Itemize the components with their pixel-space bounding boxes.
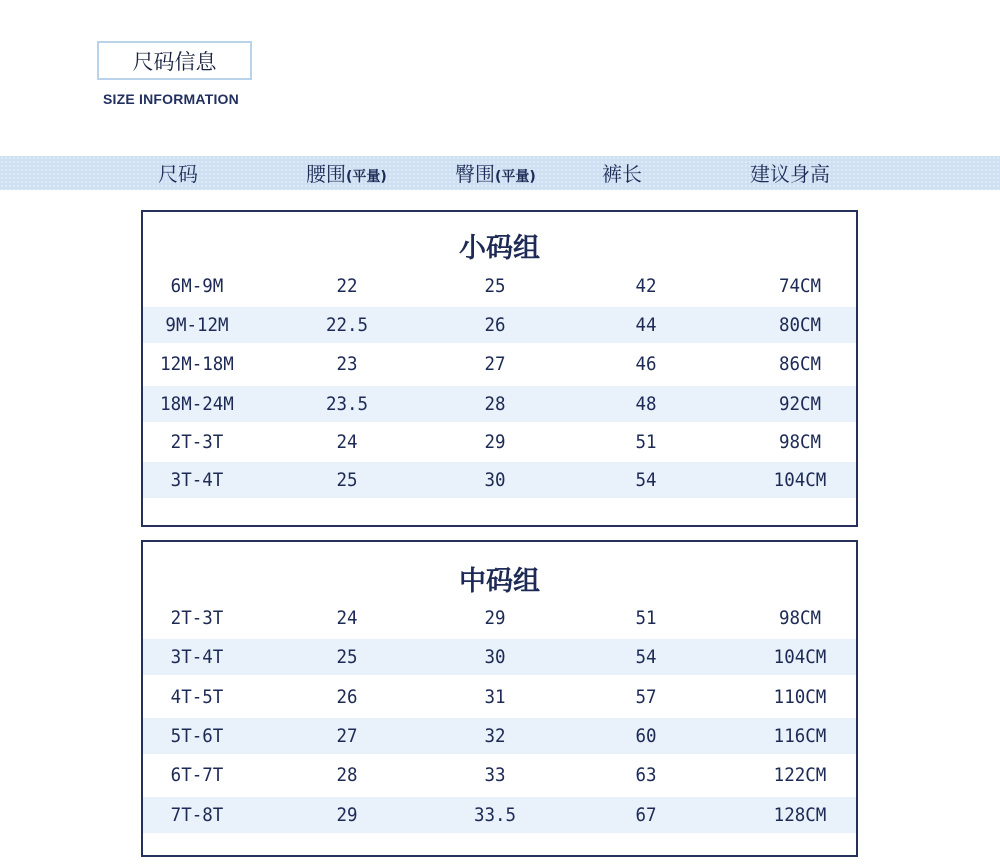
size-cell: 9M-12M <box>165 314 229 336</box>
size-cell: 3T-4T <box>170 469 224 491</box>
size-cell: 18M-24M <box>160 393 234 415</box>
height-cell: 80CM <box>778 314 822 336</box>
table-row <box>143 679 856 715</box>
length-cell: 44 <box>635 314 657 336</box>
hip-cell: 33.5 <box>473 804 517 826</box>
height-cell: 122CM <box>773 764 827 786</box>
length-cell: 54 <box>635 469 657 491</box>
size-info-subtitle: SIZE INFORMATION <box>103 91 239 107</box>
table-row <box>143 600 856 636</box>
length-cell: 48 <box>635 393 657 415</box>
table-row <box>143 757 856 793</box>
hip-cell: 29 <box>484 607 506 629</box>
header-waist-unit: (平量) <box>346 169 387 185</box>
size-cell: 4T-5T <box>170 686 224 708</box>
size-cell: 2T-3T <box>170 607 224 629</box>
table-row <box>143 462 856 498</box>
hip-cell: 28 <box>484 393 506 415</box>
table-row <box>143 424 856 460</box>
header-hip-unit: (平量) <box>495 169 536 185</box>
hip-cell: 26 <box>484 314 506 336</box>
size-info-badge <box>97 41 252 80</box>
size-cell: 7T-8T <box>170 804 224 826</box>
hip-cell: 30 <box>484 646 506 668</box>
waist-cell: 22.5 <box>325 314 369 336</box>
height-cell: 116CM <box>773 725 827 747</box>
height-cell: 104CM <box>773 646 827 668</box>
length-cell: 46 <box>635 353 657 375</box>
size-cell: 3T-4T <box>170 646 224 668</box>
hip-cell: 25 <box>484 275 506 297</box>
waist-cell: 25 <box>336 469 358 491</box>
header-hip: 臀围(平量) <box>455 162 536 186</box>
size-group-small <box>141 210 858 527</box>
size-cell: 12M-18M <box>160 353 234 375</box>
height-cell: 110CM <box>773 686 827 708</box>
waist-cell: 25 <box>336 646 358 668</box>
size-cell: 2T-3T <box>170 431 224 453</box>
waist-cell: 23 <box>336 353 358 375</box>
height-cell: 104CM <box>773 469 827 491</box>
table-row <box>143 639 856 675</box>
waist-cell: 22 <box>336 275 358 297</box>
height-cell: 98CM <box>778 607 822 629</box>
length-cell: 63 <box>635 764 657 786</box>
hip-cell: 31 <box>484 686 506 708</box>
size-group-medium <box>141 540 858 857</box>
size-cell: 6M-9M <box>170 275 224 297</box>
size-cell: 5T-6T <box>170 725 224 747</box>
table-row <box>143 718 856 754</box>
hip-cell: 33 <box>484 764 506 786</box>
group-title: 中码组 <box>459 566 540 597</box>
table-row <box>143 797 856 833</box>
hip-cell: 27 <box>484 353 506 375</box>
size-cell: 6T-7T <box>170 764 224 786</box>
waist-cell: 26 <box>336 686 358 708</box>
length-cell: 51 <box>635 431 657 453</box>
hip-cell: 29 <box>484 431 506 453</box>
height-cell: 74CM <box>778 275 822 297</box>
hip-cell: 30 <box>484 469 506 491</box>
header-waist: 腰围(平量) <box>306 162 387 186</box>
height-cell: 128CM <box>773 804 827 826</box>
size-info-title: 尺码信息 <box>132 49 217 74</box>
column-header-band <box>0 156 1000 190</box>
waist-cell: 24 <box>336 607 358 629</box>
height-cell: 92CM <box>778 393 822 415</box>
table-row <box>143 346 856 382</box>
group-title: 小码组 <box>459 233 540 264</box>
waist-cell: 24 <box>336 431 358 453</box>
waist-cell: 28 <box>336 764 358 786</box>
length-cell: 51 <box>635 607 657 629</box>
length-cell: 60 <box>635 725 657 747</box>
waist-cell: 29 <box>336 804 358 826</box>
waist-cell: 23.5 <box>325 393 369 415</box>
header-length: 裤长 <box>602 162 642 186</box>
table-row <box>143 307 856 343</box>
length-cell: 67 <box>635 804 657 826</box>
table-row <box>143 268 856 304</box>
waist-cell: 27 <box>336 725 358 747</box>
table-row <box>143 386 856 422</box>
hip-cell: 32 <box>484 725 506 747</box>
header-height: 建议身高 <box>750 162 830 186</box>
length-cell: 42 <box>635 275 657 297</box>
length-cell: 57 <box>635 686 657 708</box>
height-cell: 98CM <box>778 431 822 453</box>
header-size: 尺码 <box>158 162 198 186</box>
length-cell: 54 <box>635 646 657 668</box>
height-cell: 86CM <box>778 353 822 375</box>
